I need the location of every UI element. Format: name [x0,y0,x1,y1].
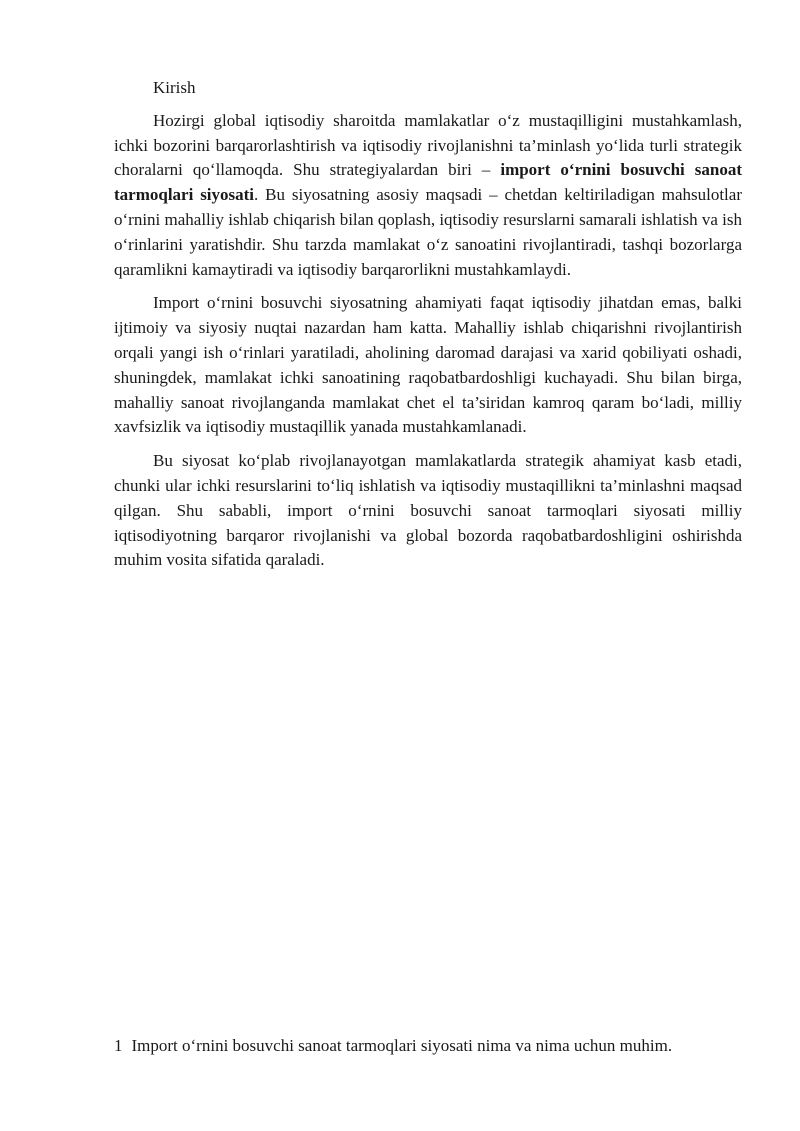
section-heading: Kirish [153,78,196,97]
footnote [114,1034,754,1058]
paragraph-3: Bu siyosat ko‘plab rivojlanayotgan mamlakatlarda strategik ahamiyat kasb etadi, chunki ular ichki resurslarini to‘liq ishlatish va iqtisodiy mustaqillikni ta’minlashni maqsad qilgan. Shu sababli, import o‘rnini bosuvchi sanoat tarmoqlari siyosati milliy iqtisodiyotning barqaror rivojlanishi va global bozorda raqobatbardoshligini oshirishda muhim vosita sifatida qaraladi. [114,451,742,570]
footnote-number: 1 [114,1036,123,1055]
paragraph-1-text-start: Hozirgi global iqtisodiy sharoitda mamlakatlar o‘z mustaqilligini mustahkamlash, ichki bozorini barqarorlashtirish va iqtisodiy rivojlanishni ta’minlash yo‘lida turli strategik choralarni qo‘llamoqda. Shu strategiyalardan biri – [114,110,742,180]
paragraph-1-text-end: . Bu siyosatning asosiy maqsadi – chetdan keltiriladigan mahsulotlar o‘rnini mahalliy ishlab chiqarish bilan qoplash, iqtisodiy resurslarni samarali ishlatish va ish o‘rinlarini yaratishdir. Shu tarzda mamlakat o‘z sanoatini rivojlantiradi, tashqi bozorlarga qaramlikni kamaytiradi va iqtisodiy barqarorlikni mustahkamlaydi. [114,185,742,279]
footnote-text: Import o‘rnini bosuvchi sanoat tarmoqlari siyosati nima va nima uchun muhim. [131,1036,673,1055]
paragraph-1-bold-term: import o‘rnini bosuvchi sanoat tarmoqlari siyosati [114,160,742,205]
paragraph-2: Import o‘rnini bosuvchi siyosatning ahamiyati faqat iqtisodiy jihatdan emas, balki ijtimoiy va siyosiy nuqtai nazardan ham katta. Mahalliy ishlab chiqarishni rivojlantirish orqali yangi ish o‘rinlari yaratiladi, aholining daromad darajasi va xarid qobiliyati oshadi, shuningdek, mamlakat ichki sanoatining raqobatbardoshligi kuchayadi. Shu bilan birga, mahalliy sanoat rivojlanganda mamlakat chet el ta’siridan kamroq qaram bo‘ladi, milliy xavfsizlik va iqtisodiy mustaqillik yanada mustahkamlanadi. [114,293,742,437]
paragraph-1 [114,109,742,283]
document-body [114,76,742,582]
